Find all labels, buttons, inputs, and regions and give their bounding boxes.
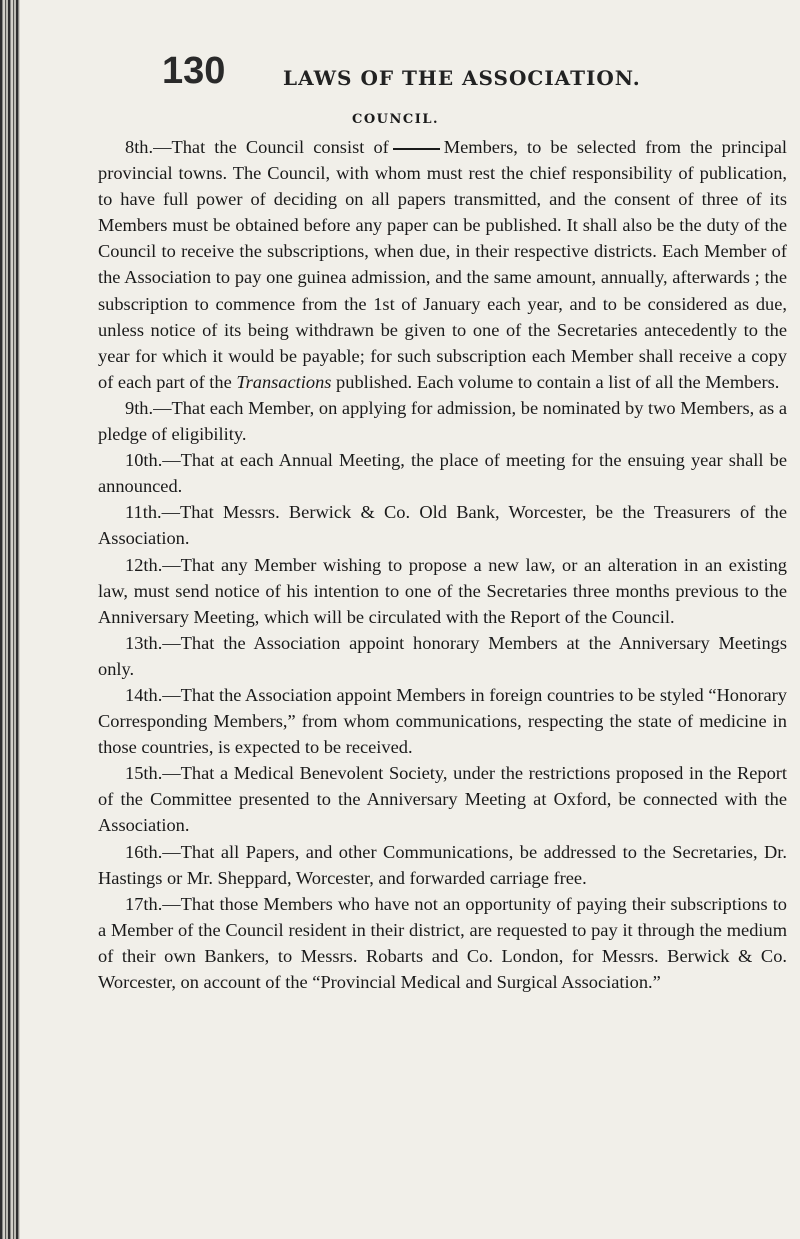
paragraph-16th: 16th.—That all Papers, and other Communications, be addressed to the Secretaries, Dr. Hastings or Mr. Sheppard, Worcester, and forwarded carriage free.: [98, 841, 787, 888]
paragraph-8th: [98, 134, 787, 395]
paragraph-17th: 17th.—That those Members who have not an opportunity of paying their subscriptions to a Member of the Council resident in their district, are requested to pay it through the medium of their own Bankers, to Messrs. Robarts and Co. London, for Messrs. Berwick & Co. Worcester, on account of the “Provincial Medical and Surgical Association.”: [98, 893, 787, 992]
paragraph-11th: 11th.—That Messrs. Berwick & Co. Old Bank, Worcester, be the Treasurers of the Association.: [98, 502, 787, 549]
paragraph-10th: 10th.—That at each Annual Meeting, the place of meeting for the ensuing year shall be announced.: [98, 450, 787, 497]
paragraph-13th: 13th.—That the Association appoint honorary Members at the Anniversary Meetings only.: [98, 632, 787, 679]
book-binding-edge: [0, 0, 20, 1239]
paragraph-text: published. Each volume to contain a list of all the Members.: [336, 371, 780, 392]
blank-fill-line: [393, 148, 440, 150]
book-page: [20, 0, 800, 1239]
paragraph-9th: 9th.—That each Member, on applying for admission, be nominated by two Members, as a pledge of eligibility.: [98, 397, 787, 445]
running-head: LAWS OF THE ASSOCIATION.: [283, 66, 641, 90]
paragraph-12th: 12th.—That any Member wishing to propose a new law, or an alteration in an existing law, must send notice of his intention to one of the Secretaries three months previous to the Anniversary Meeting, which will be circulated with the Report of the Council.: [98, 554, 787, 627]
paragraph-15th: 15th.—That a Medical Benevolent Society, under the restrictions proposed in the Report of the Committee presented to the Anniversary Meeting at Oxford, be connected with the Association.: [98, 763, 787, 836]
paragraph-text: 8th.—That the Council consist of: [125, 137, 389, 157]
body-text: [98, 134, 787, 995]
paragraph-14th: 14th.—That the Association appoint Members in foreign countries to be styled “Honorary Corresponding Members,” from whom communications, respecting the state of medicine in those countries, is expected to be received.: [98, 684, 787, 758]
section-heading: COUNCIL.: [352, 112, 439, 127]
transactions-title: Transactions: [236, 371, 332, 392]
page-number: 130: [162, 50, 226, 92]
paragraph-text: Members, to be selected from the principal provincial towns. The Council, with whom must rest the chief responsibility of publication, to have full power of deciding on all papers transmitted, and the consent of three of its Members must be obtained before any paper can be published. It shall also be the duty of the Council to receive the subscriptions, when due, in their respective districts. Each Member of the Association to pay one guinea admission, and the same amount, annually, afterwards ; the subscription to commence from the 1st of January each year, and to be considered as due, unless notice of its being withdrawn be given to one of the Secretaries antecedently to the year for which it would be payable; for such subscription each Member shall receive a copy of each part of the: [98, 137, 788, 392]
